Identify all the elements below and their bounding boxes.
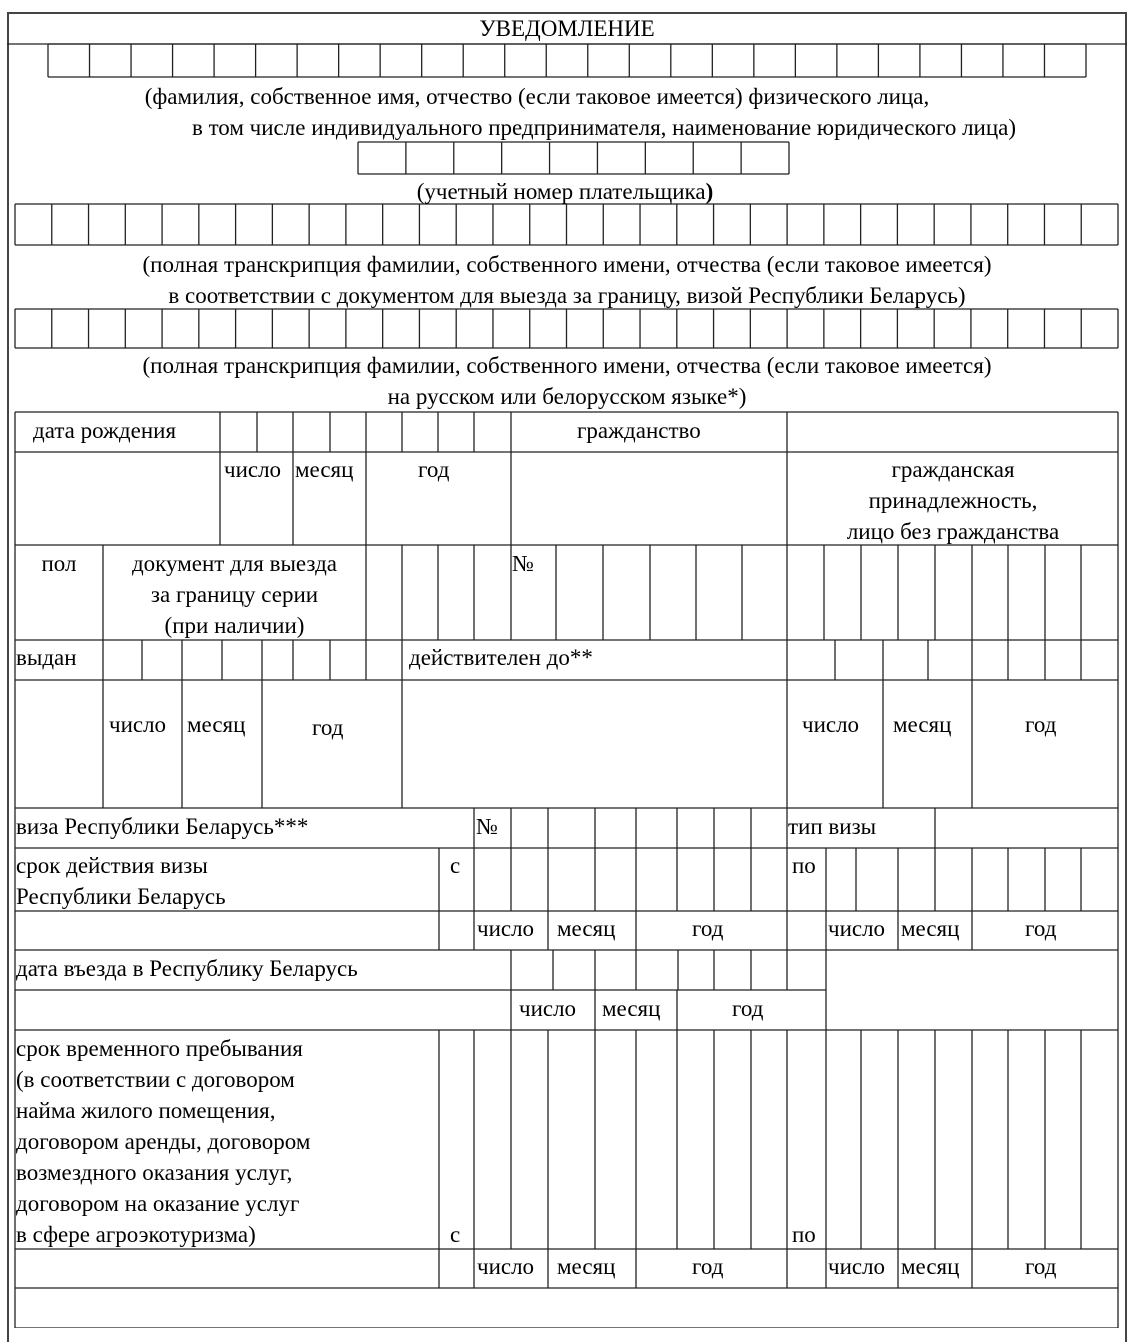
visa-from-label: с [450, 853, 461, 878]
stay-label-2: (в соответствии с договором [16, 1067, 295, 1092]
entry-year-label: год [732, 996, 764, 1021]
stay-label-3: найма жилого помещения, [16, 1098, 276, 1123]
birth-date-label: дата рождения [33, 418, 177, 443]
visa-to-label: по [792, 853, 816, 878]
visa-term-label-1: срок действия визы [16, 853, 208, 878]
visa-term-label-2: Республики Беларусь [16, 884, 226, 909]
name-caption-line-2: в том числе индивидуального предпринимателя, наименование юридического лица) [191, 115, 1017, 140]
sex-label: пол [41, 551, 77, 576]
valid-until-label: действителен до** [409, 645, 593, 670]
issued-month-label: месяц [187, 712, 246, 737]
visa-to-day-label: число [828, 916, 886, 941]
birth-day-label: число [224, 457, 282, 482]
stay-to-year-label: год [1025, 1254, 1057, 1279]
issued-label: выдан [16, 645, 77, 670]
document-label-3: (при наличии) [164, 613, 305, 638]
citizenship-note-3: лицо без гражданства [846, 519, 1060, 544]
stay-from-year-label: год [692, 1254, 724, 1279]
visa-to-year-label: год [1025, 916, 1057, 941]
stay-label-5: возмездного оказания услуг, [16, 1160, 293, 1185]
stay-label-1: срок временного пребывания [16, 1036, 303, 1061]
valid-month-label: месяц [893, 712, 952, 737]
visa-number-label: № [476, 814, 498, 839]
transcription-caption-line-2: в соответствии с документом для выезда за границу, визой Республики Беларусь) [168, 283, 966, 308]
entry-month-label: месяц [602, 996, 661, 1021]
issued-day-label: число [109, 712, 167, 737]
name-caption-line-1: (фамилия, собственное имя, отчество (если таковое имеется) физического лица, [144, 84, 930, 109]
stay-from-month-label: месяц [557, 1254, 616, 1279]
birth-year-label: год [418, 457, 450, 482]
document-label-1: документ для выезда [131, 551, 337, 576]
citizenship-note-2: принадлежность, [868, 488, 1038, 513]
entry-date-label: дата въезда в Республику Беларусь [16, 956, 358, 981]
birth-month-label: месяц [295, 457, 354, 482]
citizenship-note-1: гражданская [891, 457, 1015, 482]
stay-label-6: договором на оказание услуг [16, 1191, 300, 1216]
stay-label-7: в сфере агроэкотуризма) [16, 1222, 256, 1247]
stay-label-4: договором аренды, договором [16, 1129, 311, 1154]
citizenship-label: гражданство [577, 418, 701, 443]
document-number-label: № [512, 551, 534, 576]
stay-to-month-label: месяц [901, 1254, 960, 1279]
stay-from-day-label: число [477, 1254, 535, 1279]
visa-from-year-label: год [692, 916, 724, 941]
stay-to-label: по [792, 1222, 816, 1247]
visa-from-month-label: месяц [557, 916, 616, 941]
document-label-2: за границу серии [150, 582, 319, 607]
russian-caption-line-1: (полная транскрипция фамилии, собственного имени, отчества (если таковое имеется) [142, 353, 992, 378]
stay-from-label: с [450, 1222, 461, 1247]
valid-day-label: число [802, 712, 860, 737]
issued-year-label: год [312, 715, 344, 740]
entry-day-label: число [519, 996, 577, 1021]
visa-from-day-label: число [477, 916, 535, 941]
visa-label: виза Республики Беларусь*** [16, 814, 309, 839]
taxpayer-caption: (учетный номер плательщика) [416, 179, 714, 204]
transcription-caption-line-1: (полная транскрипция фамилии, собственного имени, отчества (если таковое имеется) [142, 252, 992, 277]
visa-type-label: тип визы [788, 814, 877, 839]
stay-to-day-label: число [828, 1254, 886, 1279]
visa-to-month-label: месяц [901, 916, 960, 941]
form-title: УВЕДОМЛЕНИЕ [479, 16, 655, 41]
russian-caption-line-2: на русском или белорусском языке*) [387, 384, 747, 409]
valid-year-label: год [1025, 712, 1057, 737]
